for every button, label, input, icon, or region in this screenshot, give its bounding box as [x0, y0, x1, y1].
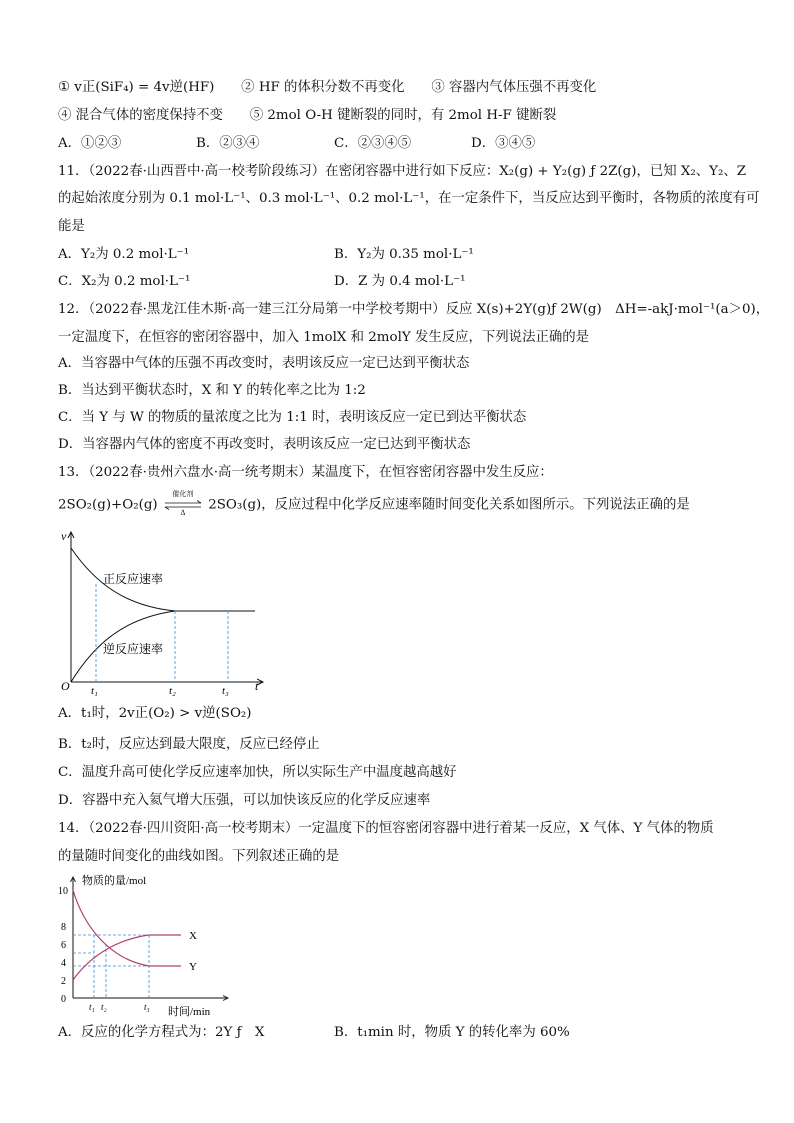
q13-option-a: A．t₁时，2v正(O₂) > v逆(SO₂): [58, 706, 252, 721]
series-x-label: X: [189, 930, 197, 942]
q10-option-d: D．③④⑤: [471, 136, 536, 151]
q14-amount-chart: [58, 874, 243, 1019]
q13-stem-line1: 13．（2022春·贵州六盘水·高一统考期末）某温度下，在恒容密闭容器中发生反应：: [58, 465, 553, 480]
q11-option-a: A．Y₂为 0.2 mol·L⁻¹: [58, 247, 190, 262]
q12-option-c: C．当 Y 与 W 的物质的量浓度之比为 1:1 时，表明该反应一定已到达平衡状态: [58, 410, 527, 425]
q10-option-b: B．②③④: [196, 136, 260, 151]
q12-stem-line2: 一定温度下，在恒容的密闭容器中，加入 1molX 和 2molY 发生反应，下列说法正确的是: [58, 330, 590, 345]
y-tick-0: 0: [61, 994, 66, 1005]
q12-option-d: D．当容器内气体的密度不再改变时，表明该反应一定已达到平衡状态: [58, 437, 471, 452]
reverse-rate-label: 逆反应速率: [103, 642, 164, 656]
q12-stem-line1: 12．（2022春·黑龙江佳木斯·高一建三江分局第一中学校考期中）反应 X(s)+2Y(g)ƒ 2W(g) ΔH=-akJ·mol⁻¹(a＞0)，: [58, 302, 770, 317]
y-tick-6: 6: [61, 940, 66, 951]
q14-stem-line2: 的量随时间变化的曲线如图。下列叙述正确的是: [58, 849, 340, 864]
series-y-label: Y: [189, 961, 197, 973]
q11-option-b: B．Y₂为 0.35 mol·L⁻¹: [334, 247, 474, 262]
q11-stem-line3: 能是: [58, 219, 85, 234]
t3-tick: t₃: [222, 685, 229, 697]
t2-tick: t₂: [169, 685, 176, 697]
q12-option-b: B．当达到平衡状态时，X 和 Y 的转化率之比为 1:2: [58, 383, 366, 398]
q13-eq-left: 2SO₂(g)+O₂(g): [58, 497, 158, 513]
y-tick-2: 2: [61, 976, 66, 987]
y-axis-label: 物质的量/mol: [82, 875, 147, 887]
q14-option-a: A．反应的化学方程式为：2Y ƒ X: [58, 1025, 265, 1040]
q10-option-c: C．②③④⑤: [334, 136, 412, 151]
y-tick-8: 8: [61, 922, 66, 933]
q13-option-b: B．t₂时，反应达到最大限度，反应已经停止: [58, 737, 320, 752]
q12-option-a: A．当容器中气体的压强不再改变时，表明该反应一定已达到平衡状态: [58, 356, 470, 371]
q14-option-b: B．t₁min 时，物质 Y 的转化率为 60%: [334, 1025, 570, 1040]
q10-conditions-line2: ④ 混合气体的密度保持不变 ⑤ 2mol O-H 键断裂的同时，有 2mol H-F 键断裂: [58, 108, 557, 123]
y-tick-4: 4: [61, 958, 66, 969]
x-axis-label: 时间/min: [168, 1006, 211, 1018]
y-curve: [73, 890, 181, 966]
q11-stem-line1: 11．（2022春·山西晋中·高一校考阶段练习）在密闭容器中进行如下反应：X₂(g) + Y₂(g) ƒ 2Z(g)，已知 X₂、Y₂、Z: [58, 164, 747, 179]
y-axis-label: v: [61, 529, 67, 543]
q11-stem-line2: 的起始浓度分别为 0.1 mol·L⁻¹、0.3 mol·L⁻¹、0.2 mol·L⁻¹，在一定条件下，当反应达到平衡时，各物质的浓度有可: [58, 191, 760, 206]
q13-rate-chart: [55, 528, 280, 698]
heat-label: Δ: [180, 509, 186, 517]
x-axis-label: t: [255, 679, 259, 693]
q13-option-c: C．温度升高可使化学反应速率加快，所以实际生产中温度越高越好: [58, 765, 457, 780]
forward-rate-label: 正反应速率: [103, 572, 164, 586]
q10-option-a: A．①②③: [58, 136, 122, 151]
q13-equation: [58, 490, 690, 517]
q10-conditions-line1: ① v正(SiF₄) = 4v逆(HF) ② HF 的体积分数不再变化 ③ 容器内气体压强不再变化: [58, 80, 597, 95]
q14-stem-line1: 14．（2022春·四川资阳·高一校考期末）一定温度下的恒容密闭容器中进行着某一反应，X 气体、Y 气体的物质: [58, 821, 714, 836]
x-curve: [73, 935, 181, 980]
origin-label: O: [61, 679, 70, 693]
q11-option-d: D．Z 为 0.4 mol·L⁻¹: [334, 274, 466, 289]
q13-eq-right: 2SO₃(g)，反应过程中化学反应速率随时间变化关系如图所示。下列说法正确的是: [208, 497, 690, 513]
reversible-arrow-icon: [162, 490, 204, 517]
y-tick-10: 10: [58, 886, 68, 897]
q13-option-d: D．容器中充入氦气增大压强，可以加快该反应的化学反应速率: [58, 793, 431, 808]
t1-tick: t₁: [91, 685, 98, 697]
t2-tick: t₂: [101, 1002, 107, 1012]
t1-tick: t₁: [89, 1002, 95, 1012]
catalyst-label: 催化剂: [172, 490, 194, 498]
q11-option-c: C．X₂为 0.2 mol·L⁻¹: [58, 274, 191, 289]
t3-tick: t₃: [144, 1002, 150, 1012]
